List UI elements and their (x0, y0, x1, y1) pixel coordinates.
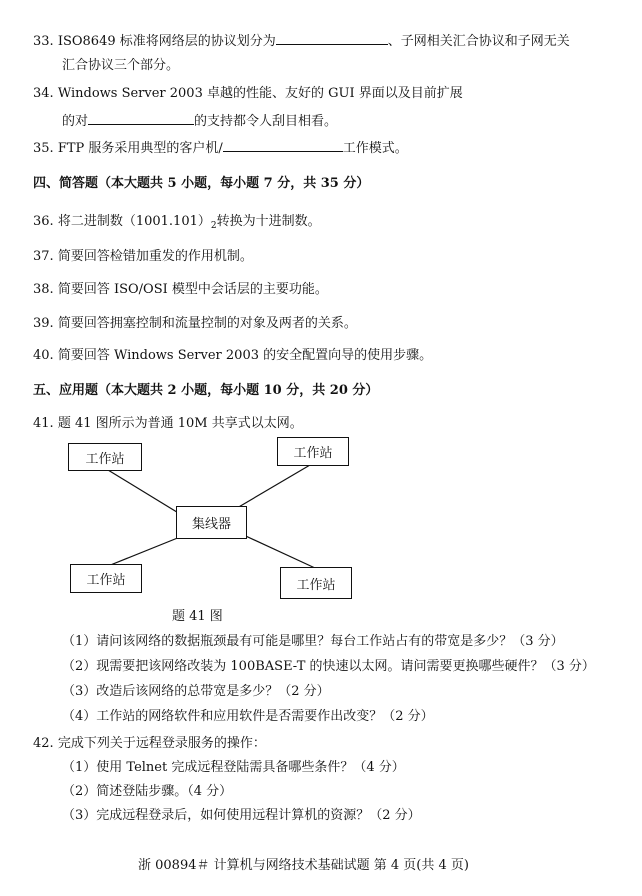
question-text: 简要回答检错加重发的作用机制。 (57, 249, 253, 264)
section-note: （本大题共 2 小题，每小题 10 分，共 20 分） (98, 383, 379, 398)
question-text: 将二进制数（1001.101） (57, 214, 211, 229)
page-footer: 浙 00894＃ 计算机与网络技术基础试题 第 4 页(共 4 页) (138, 858, 469, 873)
question-42 (33, 735, 266, 753)
question-number: 37. (33, 249, 54, 264)
question-41-sub-1: （1）请问该网络的数据瓶颈最有可能是哪里？每台工作站占有的带宽是多少？（3 分） (62, 634, 564, 649)
link-line-top-right (237, 465, 310, 508)
question-42-sub-2: （2）简述登陆步骤。（4 分） (62, 784, 233, 799)
question-41-sub-2: （2）现需要把该网络改装为 100BASE-T 的快速以太网。请问需要更换哪些硬件？（3 分） (62, 659, 595, 674)
question-number: 34. (33, 86, 54, 101)
question-text: 转换为十进制数。 (216, 214, 321, 229)
question-33-continuation: 汇合协议三个部分。 (62, 58, 180, 73)
section-title: 四、简答题 (33, 176, 99, 191)
workstation-bottom-left: 工作站 (70, 564, 142, 593)
figure-caption: 题 41 图 (172, 609, 223, 624)
question-text: 题 41 图所示为普通 10M 共享式以太网。 (57, 416, 303, 431)
question-42-sub-1: （1）使用 Telnet 完成远程登陆需具备哪些条件？（4 分） (62, 760, 405, 775)
link-line-top-left (108, 470, 185, 517)
question-text: 完成下列关于远程登录服务的操作： (57, 736, 266, 751)
question-number: 35. (33, 141, 54, 156)
question-text: 工作模式。 (342, 141, 408, 156)
section-title: 五、应用题 (33, 383, 99, 398)
question-number: 40. (33, 348, 54, 363)
question-41-sub-4: （4）工作站的网络软件和应用软件是否需要作出改变？（2 分） (62, 709, 434, 724)
question-number: 33. (33, 34, 54, 49)
workstation-top-right: 工作站 (277, 437, 349, 466)
question-text: Windows Server 2003 卓越的性能、友好的 GUI 界面以及目前扩展 (57, 86, 463, 101)
question-text: 简要回答拥塞控制和流量控制的对象及两者的关系。 (57, 316, 357, 331)
link-line-bottom-right (237, 532, 315, 568)
question-text: ISO8649 标准将网络层的协议划分为 (57, 34, 276, 49)
question-number: 36. (33, 214, 54, 229)
workstation-top-left: 工作站 (68, 443, 142, 471)
question-number: 38. (33, 282, 54, 297)
question-text: 简要回答 Windows Server 2003 的安全配置向导的使用步骤。 (57, 348, 433, 363)
question-number: 39. (33, 316, 54, 331)
question-text: 的支持都令人刮目相看。 (194, 114, 338, 129)
link-line-bottom-left (108, 535, 185, 566)
question-42-sub-3: （3）完成远程登录后，如何使用远程计算机的资源？（2 分） (62, 808, 421, 823)
question-number: 41. (33, 416, 54, 431)
question-text: 简要回答 ISO/OSI 模型中会话层的主要功能。 (57, 282, 328, 297)
section-note: （本大题共 5 小题，每小题 7 分，共 35 分） (98, 176, 370, 191)
workstation-bottom-right: 工作站 (280, 567, 352, 599)
question-41-sub-3: （3）改造后该网络的总带宽是多少？（2 分） (62, 684, 330, 699)
question-number: 42. (33, 736, 54, 751)
subscript-base: 2 (210, 221, 217, 231)
hub-box: 集线器 (176, 506, 247, 539)
question-text: 、子网相关汇合协议和子网无关 (387, 34, 570, 49)
question-text: FTP 服务采用典型的客户机/ (57, 141, 223, 156)
question-text: 的对 (62, 114, 89, 129)
